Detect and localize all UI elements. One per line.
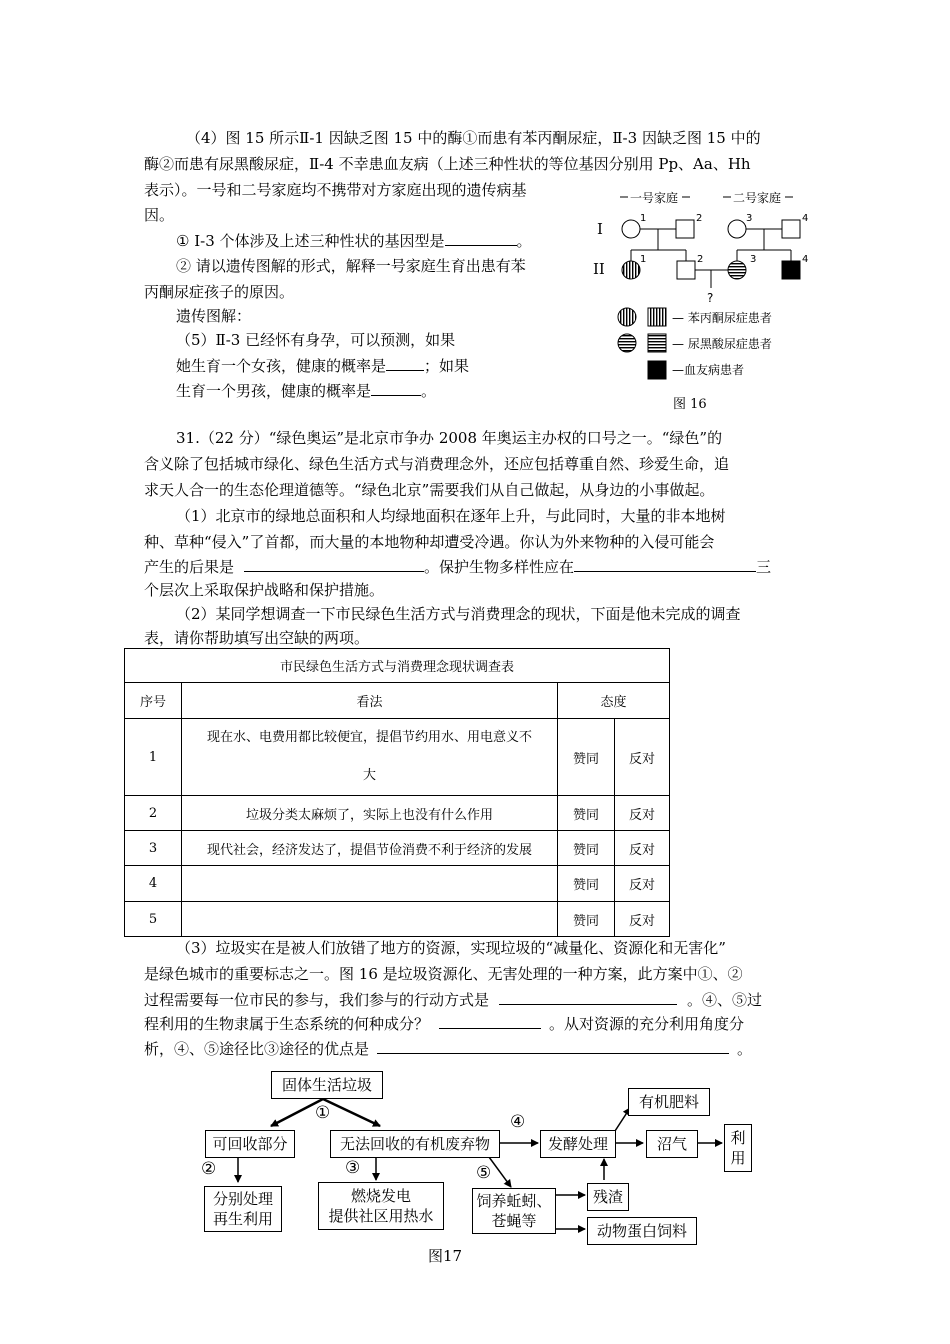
q31-p2-line1: （2）某同学想调查一下市民绿色生活方式与消费理念的现状，下面是他未完成的调查 [176, 605, 741, 623]
q30-p4-line1: （4）图 15 所示Ⅱ-1 因缺乏图 15 中的酶①而患有苯丙酮尿症，Ⅱ-3 因缺乏图 15 中的 [186, 129, 761, 147]
I-1-number: 1 [640, 213, 647, 224]
q30-p5-line1: （5）Ⅱ-3 已经怀有身孕，可以预测，如果 [176, 331, 456, 349]
step-1-label: ① [315, 1103, 331, 1123]
I-2-number: 2 [696, 213, 703, 224]
q30-sub1: ① Ⅰ-3 个体涉及上述三种性状的基因型是 。 [176, 232, 532, 250]
gen2-label: II [593, 260, 605, 278]
q31-p3-line3: 过程需要每一位市民的参与，我们参与的行动方式是 。④、⑤过 [144, 991, 763, 1009]
oppose-option[interactable]: 反对 [615, 866, 670, 902]
gen1-label: I [597, 220, 603, 238]
row-view: 现在水、电费用都比较便宜，提倡节约用水、用电意义不 大 [182, 719, 558, 796]
q31-p3-line2: 是绿色城市的重要标志之一。图 16 是垃圾资源化、无害处理的一种方案，此方案中①、② [144, 965, 743, 983]
oppose-option[interactable]: 反对 [615, 831, 670, 866]
q31-p1-line4: 个层次上采取保护战略和保护措施。 [144, 581, 385, 599]
row-number: 3 [125, 831, 182, 866]
q30-sub2-line1: ② 请以遗传图解的形式，解释一号家庭生育出患有苯 [176, 257, 526, 275]
II-1-number: 1 [640, 254, 647, 265]
q30-p5-line3: 生育一个男孩，健康的概率是 。 [176, 382, 437, 400]
box-animal-protein-feed: 动物蛋白饲料 [587, 1217, 697, 1245]
box-organic-fertilizer: 有机肥料 [628, 1088, 710, 1116]
survey-title: 市民绿色生活方式与消费理念现状调查表 [125, 649, 670, 683]
q31-p3-line5: 析，④、⑤途径比③途径的优点是 。 [144, 1040, 753, 1058]
agree-option[interactable]: 赞同 [558, 866, 615, 902]
q30-p4-line2: 酶②而患有尿黑酸尿症，Ⅱ-4 不幸患血友病（上述三种性状的等位基因分别用 Pp、Aa、Hh [144, 155, 751, 173]
step-4-label: ④ [510, 1112, 526, 1132]
q30-sub2-line2: 丙酮尿症孩子的原因。 [144, 283, 295, 301]
row-view: 现代社会，经济发达了，提倡节俭消费不利于经济的发展 [182, 831, 558, 866]
step-3-label: ③ [345, 1158, 361, 1178]
arrow-to-feeding [489, 1157, 511, 1187]
box-feed-worms-flies: 饲养蚯蚓、 苍蝇等 [472, 1188, 556, 1234]
q31-intro-line1: 31.（22 分）“绿色奥运”是北京市争办 2008 年奥运主办权的口号之一。“绿色”的 [176, 429, 723, 447]
header-attitude: 态度 [558, 683, 670, 719]
figure-17-caption: 图17 [428, 1247, 463, 1265]
box-utilization: 利 用 [724, 1124, 752, 1172]
box-solid-waste: 固体生活垃圾 [271, 1071, 383, 1099]
header-view: 看法 [182, 683, 558, 719]
box-fermentation: 发酵处理 [540, 1130, 616, 1158]
agree-option[interactable]: 赞同 [558, 796, 615, 831]
q31-p3-line1: （3）垃圾实在是被人们放错了地方的资源，实现垃圾的“减量化、资源化和无害化” [176, 939, 726, 957]
row-view: 垃圾分类太麻烦了，实际上也没有什么作用 [182, 796, 558, 831]
diagram-label: 遗传图解： [176, 307, 252, 325]
box-organic-waste: 无法回收的有机废弃物 [330, 1130, 500, 1158]
q31-p3-line4: 程利用的生物隶属于生态系统的何种成分？ 。从对资源的充分利用角度分 [144, 1015, 745, 1033]
oppose-option[interactable]: 反对 [615, 902, 670, 937]
header-number: 序号 [125, 683, 182, 719]
legend-aku-label: — 尿黑酸尿症患者 [672, 337, 772, 351]
II-3-number: 3 [750, 254, 757, 265]
box-recyclable: 可回收部分 [205, 1130, 295, 1158]
q30-p5-line2: 她生育一个女孩，健康的概率是 ；如果 [176, 357, 470, 375]
agree-option[interactable]: 赞同 [558, 902, 615, 937]
box-biogas: 沼气 [646, 1130, 698, 1158]
I-3-number: 3 [746, 213, 753, 224]
II-4-number: 4 [802, 254, 809, 265]
oppose-option[interactable]: 反对 [615, 719, 670, 796]
arrow-to-organic [323, 1099, 380, 1126]
step-5-label: ⑤ [476, 1163, 492, 1183]
agree-option[interactable]: 赞同 [558, 831, 615, 866]
agree-option[interactable]: 赞同 [558, 719, 615, 796]
q31-intro-line3: 求天人合一的生态伦理道德等。“绿色北京”需要我们从自己做起，从身边的小事做起。 [144, 481, 715, 499]
row-number: 4 [125, 866, 182, 902]
figure-16-caption: 图 16 [673, 397, 707, 412]
q30-p4-line3: 表示）。一号和二号家庭均不携带对方家庭出现的遗传病基 [144, 181, 527, 199]
family1-label: 一号家庭 [630, 191, 679, 205]
step-2-label: ② [201, 1159, 217, 1179]
row-number: 2 [125, 796, 182, 831]
q31-intro-line2: 含义除了包括城市绿化、绿色生活方式与消费理念外，还应包括尊重自然、珍爱生命，追 [144, 455, 730, 473]
q30-p4-line4: 因。 [144, 206, 175, 224]
box-sort-reuse: 分别处理 再生利用 [204, 1186, 282, 1232]
II-2-number: 2 [697, 254, 704, 265]
oppose-option[interactable]: 反对 [615, 796, 670, 831]
unborn-question-mark: ? [707, 291, 714, 305]
row-number: 5 [125, 902, 182, 937]
row-number: 1 [125, 719, 182, 796]
family2-label: 二号家庭 [733, 191, 782, 205]
q31-p1-line1: （1）北京市的绿地总面积和人均绿地面积在逐年上升，与此同时，大量的非本地树 [176, 507, 726, 525]
q31-p1-line3: 产生的后果是 。保护生物多样性应在 三 [144, 558, 772, 576]
box-residue: 残渣 [587, 1183, 629, 1211]
box-burn-power: 燃烧发电 提供社区用热水 [318, 1182, 444, 1230]
q31-p2-line2: 表，请你帮助填写出空缺的两项。 [144, 629, 370, 647]
legend-pku-label: — 苯丙酮尿症患者 [672, 311, 772, 325]
I-4-number: 4 [802, 213, 809, 224]
q31-p1-line2: 种、草种“侵入”了首都，而大量的本地物种却遭受冷遇。你认为外来物种的入侵可能会 [144, 533, 715, 551]
legend-hemophilia-label: —血友病患者 [672, 363, 745, 377]
